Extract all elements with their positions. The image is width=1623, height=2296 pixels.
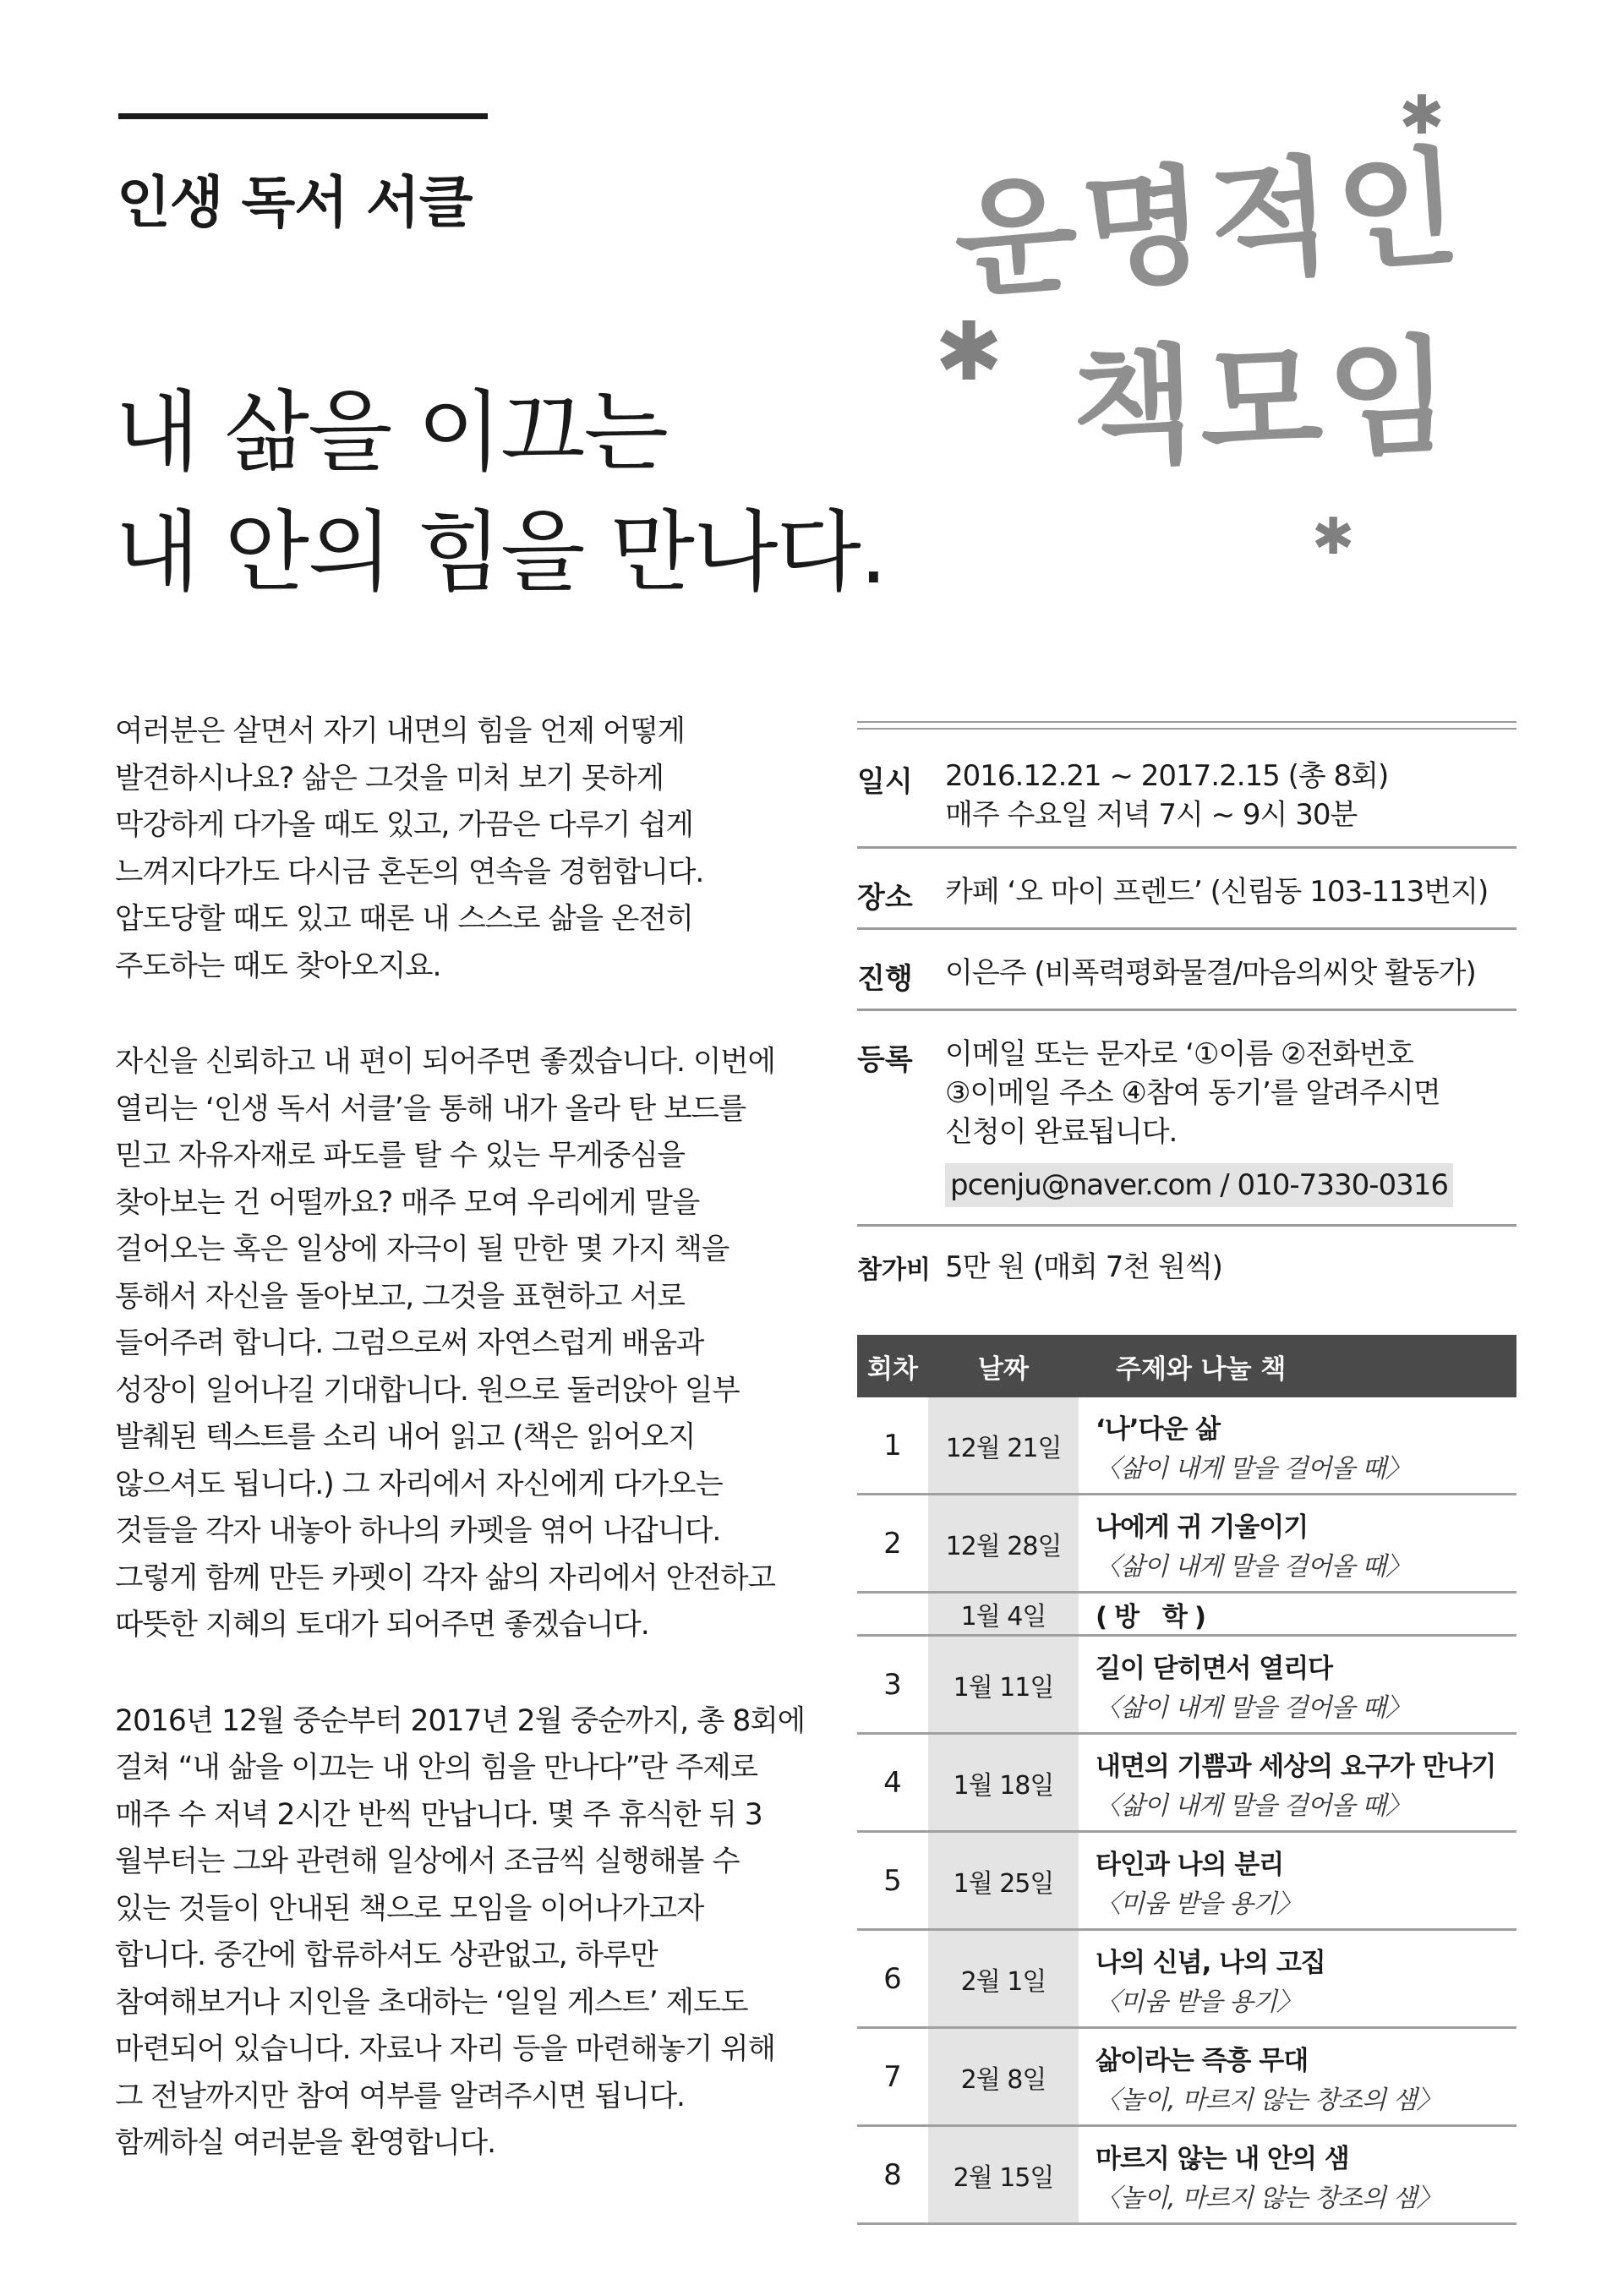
- session-number: 7: [857, 2028, 928, 2126]
- session-topic: 내면의 기쁨과 세상의 요구가 만나기: [1096, 1752, 1496, 1782]
- info-value: [945, 872, 1488, 916]
- host-value: 이은주 (비폭력평화물결/마음의씨앗 활동가): [945, 956, 1476, 990]
- session-book: 〈삶이 내게 말을 걸어올 때〉: [1096, 1791, 1410, 1821]
- text-line: 찾아보는 건 어떨까요? 매주 모여 우리에게 말을: [115, 1185, 700, 1220]
- event-logo: [930, 85, 1522, 592]
- schedule-body: [857, 1397, 1516, 2224]
- asterisk-icon: ✱: [1399, 85, 1445, 147]
- text-line: 합니다. 중간에 합류하셔도 상관없고, 하루만: [115, 1938, 658, 1972]
- info-label: 진행: [857, 962, 913, 996]
- schedule-row: [857, 1495, 1516, 1593]
- text-line: 것들을 각자 내놓아 하나의 카펫을 엮어 나갑니다.: [115, 1514, 721, 1548]
- text-line: 통해서 자신을 돌아보고, 그것을 표현하고 서로: [115, 1279, 686, 1314]
- text-line: 걸쳐 “내 삶을 이끄는 내 안의 힘을 만나다”란 주제로: [115, 1751, 758, 1785]
- session-topic: ‘나’다운 삶: [1096, 1414, 1221, 1445]
- schedule-row: [857, 1636, 1516, 1734]
- asterisk-icon: ✱: [935, 304, 1003, 399]
- session-book: 〈삶이 내게 말을 걸어올 때〉: [1096, 1454, 1410, 1484]
- session-date: 12월 21일: [928, 1397, 1079, 1495]
- info-row-register: [857, 1011, 1516, 1227]
- session-topic: 마르지 않는 내 안의 샘: [1096, 2144, 1349, 2174]
- contact-box[interactable]: pcenju@naver.com / 010-7330-0316: [945, 1163, 1453, 1207]
- schedule-row: [857, 1397, 1516, 1495]
- session-book: 〈놀이, 마르지 않는 창조의 샘〉: [1096, 2086, 1441, 2115]
- info-panel: [857, 721, 1516, 1286]
- column-header: 날짜: [928, 1335, 1079, 1397]
- register-line: ③이메일 주소 ④참여 동기’를 알려주시면: [945, 1076, 1440, 1110]
- text-line: 발췌된 텍스트를 소리 내어 읽고 (책은 읽어오지: [115, 1420, 696, 1454]
- session-topic-cell: [1079, 1832, 1516, 1930]
- session-topic: 길이 닫히면서 열리다: [1096, 1654, 1333, 1684]
- session-topic-cell: [1079, 1734, 1516, 1832]
- info-label: 등록: [857, 1043, 913, 1077]
- text-line: 압도당할 때도 있고 때론 내 스스로 삶을 온전히: [115, 902, 693, 936]
- text-line: 걸어오는 혹은 일상에 자극이 될 만한 몇 가지 책을: [115, 1233, 730, 1266]
- text-line: 참여해보거나 지인을 초대하는 ‘일일 게스트’ 제도도: [115, 1985, 748, 2020]
- session-date: 1월 18일: [928, 1734, 1079, 1832]
- text-line: 자신을 신뢰하고 내 편이 되어주면 좋겠습니다. 이번에: [115, 1045, 775, 1079]
- session-topic-cell: [1079, 1397, 1516, 1495]
- logo-word-2: 책모임: [1069, 321, 1458, 484]
- session-topic: 나의 신념, 나의 고집: [1096, 1948, 1325, 1978]
- session-topic-cell: [1079, 1636, 1516, 1734]
- session-number: 2: [857, 1495, 928, 1593]
- session-date: 2월 1일: [928, 1930, 1079, 2028]
- intro-paragraph: [115, 1039, 808, 1649]
- date-line: 매주 수요일 저녁 7시 ~ 9시 30분: [945, 798, 1358, 832]
- session-topic-cell: [1079, 1495, 1516, 1593]
- text-line: 그렇게 함께 만든 카펫이 각자 삶의 자리에서 안전하고: [115, 1561, 775, 1595]
- register-line: 신청이 완료됩니다.: [945, 1115, 1178, 1149]
- text-line: 주도하는 때도 찾아오지요.: [115, 948, 441, 983]
- session-book: 〈놀이, 마르지 않는 창조의 샘〉: [1096, 2184, 1441, 2213]
- session-number: 3: [857, 1636, 928, 1734]
- session-topic-cell: [1079, 2028, 1516, 2126]
- schedule-header-row: [857, 1335, 1516, 1397]
- double-rule: [857, 721, 1516, 730]
- session-topic: 타인과 나의 분리: [1096, 1850, 1284, 1880]
- schedule-row: [857, 2028, 1516, 2126]
- headline-line: 내 안의 힘을 만나다.: [115, 500, 886, 604]
- session-number: 8: [857, 2126, 928, 2224]
- asterisk-icon: ✱: [1312, 507, 1355, 566]
- schedule-row: [857, 1930, 1516, 2028]
- info-value: [945, 1035, 1453, 1212]
- session-topic: (방 학): [1096, 1601, 1214, 1632]
- schedule-row: [857, 2126, 1516, 2224]
- text-line: 발견하시나요? 삶은 그것을 미처 보기 못하게: [115, 761, 664, 795]
- text-line: 있는 것들이 안내된 책으로 모임을 이어나가고자: [115, 1891, 704, 1926]
- text-line: 열리는 ‘인생 독서 서클’을 통해 내가 올라 탄 보드를: [115, 1091, 746, 1126]
- session-number: [857, 1593, 928, 1636]
- headline: [115, 372, 886, 612]
- info-row-host: [857, 930, 1516, 1011]
- session-number: 4: [857, 1734, 928, 1832]
- session-number: 1: [857, 1397, 928, 1495]
- logo-word-1: 운명적인: [949, 132, 1469, 316]
- session-topic-cell: [1079, 1593, 1516, 1636]
- text-line: 여러분은 살면서 자기 내면의 힘을 언제 어떻게: [115, 714, 686, 748]
- session-date: 1월 11일: [928, 1636, 1079, 1734]
- intro-paragraph: [115, 708, 808, 990]
- text-line: 그 전날까지만 참여 여부를 알려주시면 됩니다.: [115, 2079, 686, 2113]
- info-row-place: [857, 849, 1516, 930]
- session-book: 〈삶이 내게 말을 걸어올 때〉: [1096, 1552, 1410, 1582]
- text-line: 매주 수 저녁 2시간 반씩 만납니다. 몇 주 휴식한 뒤 3: [115, 1797, 762, 1832]
- top-rule: [118, 113, 488, 119]
- session-topic-cell: [1079, 2126, 1516, 2224]
- column-header: 주제와 나눌 책: [1079, 1335, 1516, 1397]
- session-date: 12월 28일: [928, 1495, 1079, 1593]
- info-label: 장소: [857, 881, 913, 915]
- register-line: 이메일 또는 문자로 ‘①이름 ②전화번호: [945, 1037, 1413, 1071]
- text-line: 2016년 12월 중순부터 2017년 2월 중순까지, 총 8회에: [115, 1703, 806, 1738]
- intro-text: [115, 708, 808, 2217]
- circle-title: 인생 독서 서클: [117, 170, 473, 235]
- fee-value: 5만 원 (매회 7천 원씩): [945, 1250, 1222, 1284]
- schedule-row: [857, 1734, 1516, 1832]
- text-line: 함께하실 여러분을 환영합니다.: [115, 2126, 496, 2160]
- text-line: 막강하게 다가올 때도 있고, 가끔은 다루기 쉽게: [115, 808, 693, 842]
- schedule-table: [857, 1335, 1516, 2225]
- column-header: 회차: [857, 1335, 928, 1397]
- info-label: 일시: [857, 765, 913, 799]
- text-line: 느껴지다가도 다시금 혼돈의 연속을 경험합니다.: [115, 855, 704, 889]
- text-line: 들어주려 합니다. 그럼으로써 자연스럽게 배움과: [115, 1326, 704, 1360]
- session-date: 2월 8일: [928, 2028, 1079, 2126]
- schedule-row: [857, 1832, 1516, 1930]
- info-value: [945, 757, 1388, 834]
- place-value: 카페 ‘오 마이 프렌드’ (신림동 103-113번지): [945, 875, 1489, 909]
- date-line: 2016.12.21 ~ 2017.2.15 (총 8회): [945, 759, 1389, 793]
- session-number: 5: [857, 1832, 928, 1930]
- info-label: 참가비: [857, 1255, 931, 1285]
- session-date: 1월 25일: [928, 1832, 1079, 1930]
- schedule-row: [857, 1593, 1516, 1636]
- info-value: [945, 954, 1476, 997]
- text-line: 마련되어 있습니다. 자료나 자리 등을 마련해놓기 위해: [115, 2032, 775, 2066]
- session-topic: 삶이라는 즉흥 무대: [1096, 2046, 1309, 2076]
- session-date: 1월 4일: [928, 1593, 1079, 1636]
- text-line: 않으셔도 됩니다.) 그 자리에서 자신에게 다가오는: [115, 1467, 723, 1501]
- session-book: 〈삶이 내게 말을 걸어올 때〉: [1096, 1693, 1410, 1723]
- session-topic: 나에게 귀 기울이기: [1096, 1512, 1309, 1543]
- text-line: 성장이 일어나길 기대합니다. 원으로 둘러앉아 일부: [115, 1373, 740, 1408]
- info-row-fee: [857, 1227, 1516, 1286]
- session-number: 6: [857, 1930, 928, 2028]
- session-book: 〈미움 받을 용기〉: [1096, 1889, 1301, 1919]
- session-topic-cell: [1079, 1930, 1516, 2028]
- info-row-date: [857, 730, 1516, 849]
- text-line: 믿고 자유자재로 파도를 탈 수 있는 무게중심을: [115, 1139, 686, 1173]
- text-line: 따뜻한 지혜의 토대가 되어주면 좋겠습니다.: [115, 1608, 649, 1642]
- session-book: 〈미움 받을 용기〉: [1096, 1987, 1301, 2017]
- intro-paragraph: [115, 1698, 808, 2168]
- session-date: 2월 15일: [928, 2126, 1079, 2224]
- text-line: 월부터는 그와 관련해 일상에서 조금씩 실행해볼 수: [115, 1845, 740, 1878]
- headline-line: 내 삶을 이끄는: [115, 380, 667, 484]
